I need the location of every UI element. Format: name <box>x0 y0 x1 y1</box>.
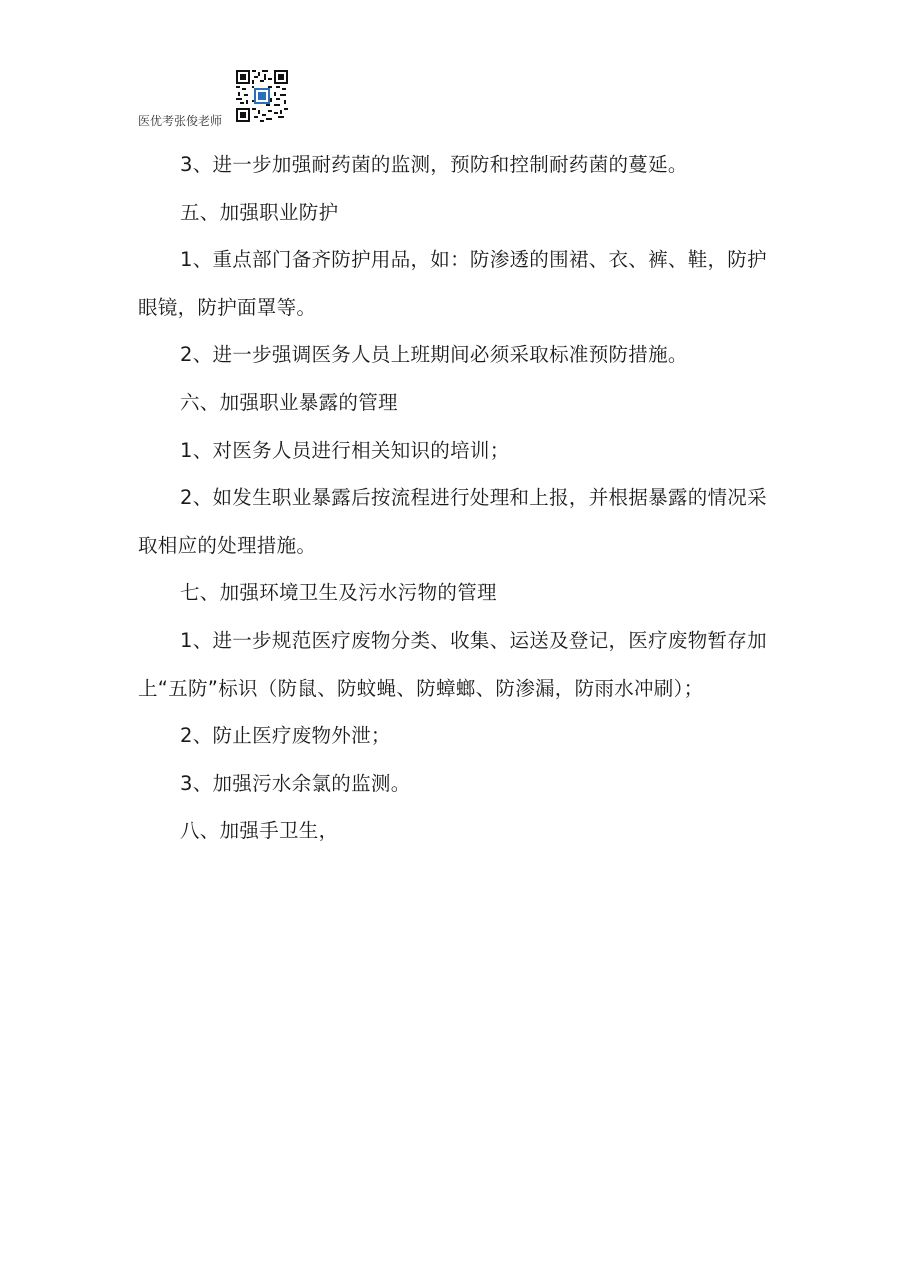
paragraph: 2、进一步强调医务人员上班期间必须采取标准预防措施。 <box>180 343 688 367</box>
paragraph: 2、如发生职业暴露后按流程进行处理和上报，并根据暴露的情况采取相应的处理措施。 <box>138 486 767 557</box>
page-header <box>138 70 298 130</box>
document-body <box>138 141 772 855</box>
paragraph: 1、重点部门备齐防护用品，如：防渗透的围裙、衣、裤、鞋，防护眼镜，防护面罩等。 <box>138 248 767 319</box>
paragraph: 1、进一步规范医疗废物分类、收集、运送及登记，医疗废物暂存加上“五防”标识（防鼠、防蚊蝇、防蟑螂、防渗漏，防雨水冲刷）； <box>138 628 767 700</box>
section-heading: 五、加强职业防护 <box>180 200 339 224</box>
paragraph: 1、对医务人员进行相关知识的培训； <box>180 438 510 462</box>
section-heading: 六、加强职业暴露的管理 <box>180 390 398 414</box>
section-heading: 八、加强手卫生， <box>180 819 339 843</box>
paragraph: 3、加强污水余氯的监测。 <box>180 771 411 795</box>
author-label: 医优考张俊老师 <box>138 114 223 128</box>
paragraph: 3、进一步加强耐药菌的监测，预防和控制耐药菌的蔓延。 <box>180 153 688 176</box>
paragraph: 2、防止医疗废物外泄； <box>180 724 391 748</box>
section-heading: 七、加强环境卫生及污水污物的管理 <box>180 581 497 605</box>
qr-code-icon <box>236 70 288 122</box>
